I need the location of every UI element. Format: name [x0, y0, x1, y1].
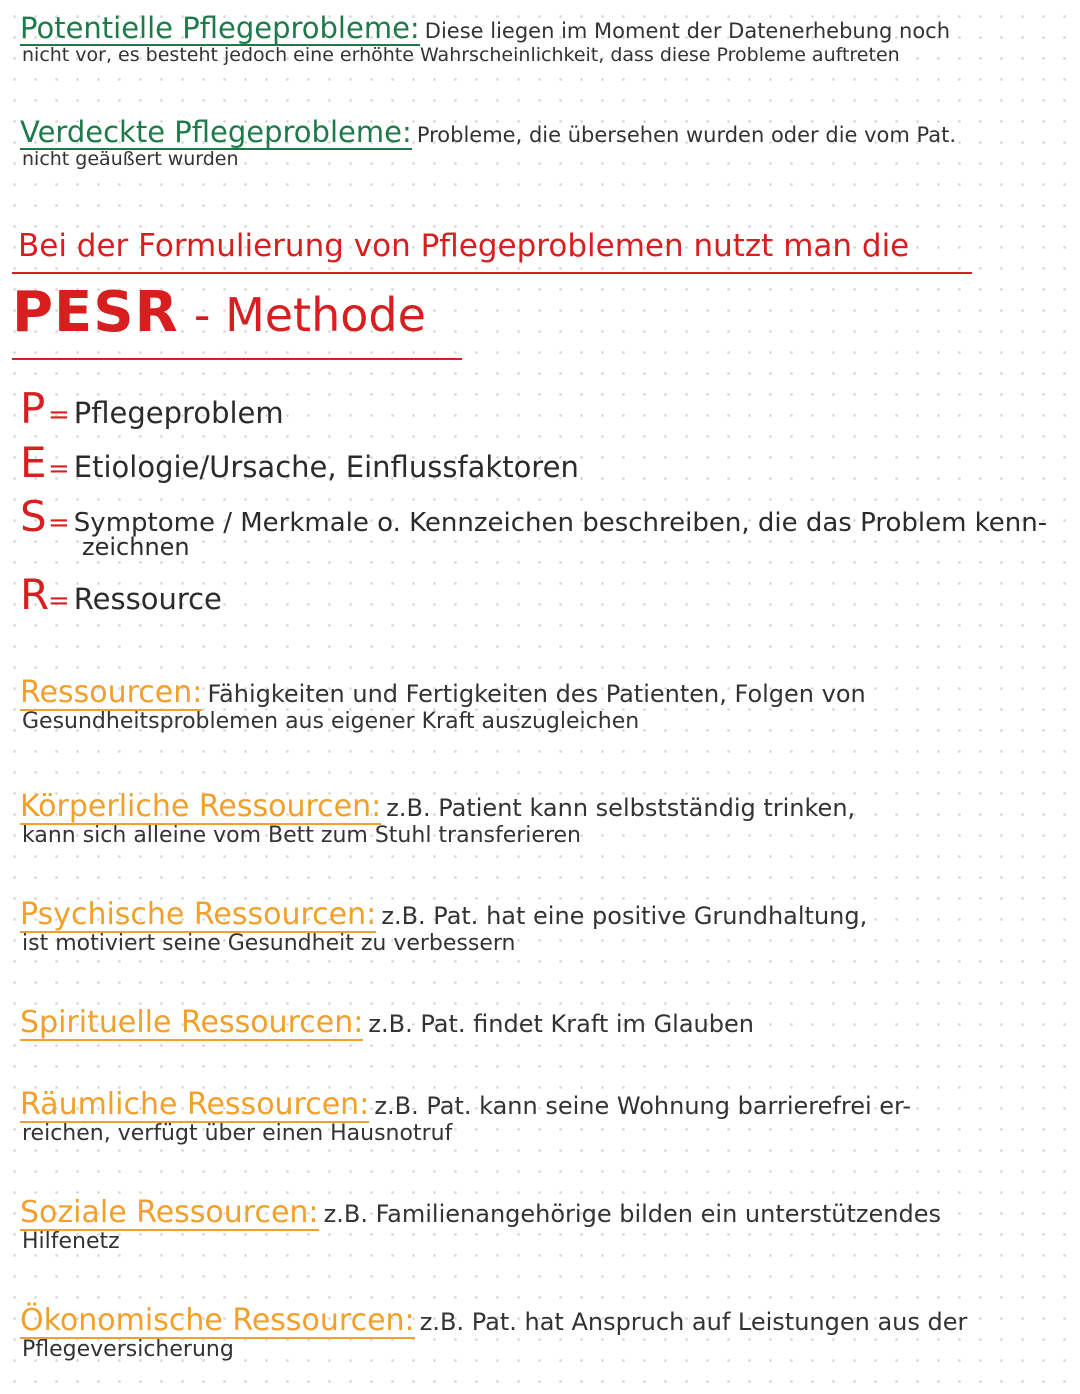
soziale-ressourcen-section [20, 1195, 1050, 1254]
oekonomische-ressourcen-section [20, 1303, 1050, 1362]
oekonomische-text-2: Pflegeversicherung [22, 1337, 234, 1362]
definition-letter: R [20, 570, 50, 619]
definition-e [20, 438, 579, 487]
definition-s [20, 492, 1048, 541]
definition-p [20, 384, 284, 433]
koerperliche-text-2: kann sich alleine vom Bett zum Stuhl transferieren [22, 823, 581, 848]
verdeckte-text-1: Probleme, die übersehen wurden oder die vom Pat. [416, 123, 957, 147]
definition-s-continuation: zeichnen [82, 533, 190, 561]
raeumliche-heading: Räumliche Ressourcen: [20, 1087, 370, 1122]
soziale-text-1: z.B. Familienangehörige bilden ein unterstützendes [323, 1200, 941, 1228]
potentielle-text-1: Diese liegen im Moment der Datenerhebung noch [424, 19, 951, 43]
koerperliche-heading: Körperliche Ressourcen: [20, 789, 382, 824]
koerperliche-ressourcen-section [20, 789, 1050, 848]
pesr-intro-sentence: Bei der Formulierung von Pflegeproblemen nutzt man die [18, 228, 910, 264]
psychische-text-2: ist motiviert seine Gesundheit zu verbessern [22, 931, 516, 956]
verdeckte-section [20, 115, 1050, 170]
ressourcen-section [20, 675, 1050, 734]
definition-equals: = [48, 586, 70, 616]
psychische-text-1: z.B. Pat. hat eine positive Grundhaltung, [381, 902, 868, 930]
spirituelle-ressourcen-section [20, 1005, 1050, 1041]
pesr-method-label: - Methode [193, 288, 426, 342]
psychische-ressourcen-section [20, 897, 1050, 956]
definition-r [20, 570, 222, 619]
koerperliche-text-1: z.B. Patient kann selbstständig trinken, [386, 794, 856, 822]
spirituelle-text-1: z.B. Pat. findet Kraft im Glauben [368, 1010, 754, 1038]
definition-equals: = [48, 508, 70, 538]
red-divider-top [12, 272, 972, 274]
psychische-heading: Psychische Ressourcen: [20, 897, 377, 932]
pesr-acronym: PESR [12, 280, 179, 345]
potentielle-heading: Potentielle Pflegeprobleme: [20, 11, 420, 45]
oekonomische-heading: Ökonomische Ressourcen: [20, 1303, 415, 1338]
oekonomische-text-1: z.B. Pat. hat Anspruch auf Leistungen aus der [419, 1308, 968, 1336]
definition-text: Etiologie/Ursache, Einflussfaktoren [73, 450, 579, 484]
spirituelle-heading: Spirituelle Ressourcen: [20, 1005, 364, 1040]
soziale-heading: Soziale Ressourcen: [20, 1195, 319, 1230]
potentielle-text-2: nicht vor, es besteht jedoch eine erhöhte Wahrscheinlichkeit, dass diese Probleme auftreten [22, 44, 900, 66]
definition-letter: P [20, 384, 46, 433]
verdeckte-heading: Verdeckte Pflegeprobleme: [20, 115, 412, 149]
raeumliche-text-1: z.B. Pat. kann seine Wohnung barrierefrei er- [374, 1092, 912, 1120]
soziale-text-2: Hilfenetz [22, 1229, 120, 1254]
raeumliche-text-2: reichen, verfügt über einen Hausnotruf [22, 1121, 453, 1146]
verdeckte-text-2: nicht geäußert wurden [22, 148, 239, 170]
ressourcen-heading: Ressourcen: [20, 675, 203, 710]
red-divider-bottom [12, 358, 462, 360]
potentielle-section [20, 11, 1050, 66]
raeumliche-ressourcen-section [20, 1087, 1050, 1146]
definition-text: Symptome / Merkmale o. Kennzeichen beschreiben, die das Problem kenn- [73, 508, 1048, 538]
definition-text: Ressource [73, 582, 222, 616]
definition-letter: E [20, 438, 47, 487]
ressourcen-text-1: Fähigkeiten und Fertigkeiten des Patienten, Folgen von [207, 680, 866, 708]
definition-equals: = [48, 454, 70, 484]
definition-letter: S [20, 492, 47, 541]
definition-text: Pflegeproblem [73, 396, 284, 430]
definition-equals: = [48, 400, 70, 430]
ressourcen-text-2: Gesundheitsproblemen aus eigener Kraft auszugleichen [22, 709, 640, 734]
pesr-method-title [12, 280, 426, 345]
